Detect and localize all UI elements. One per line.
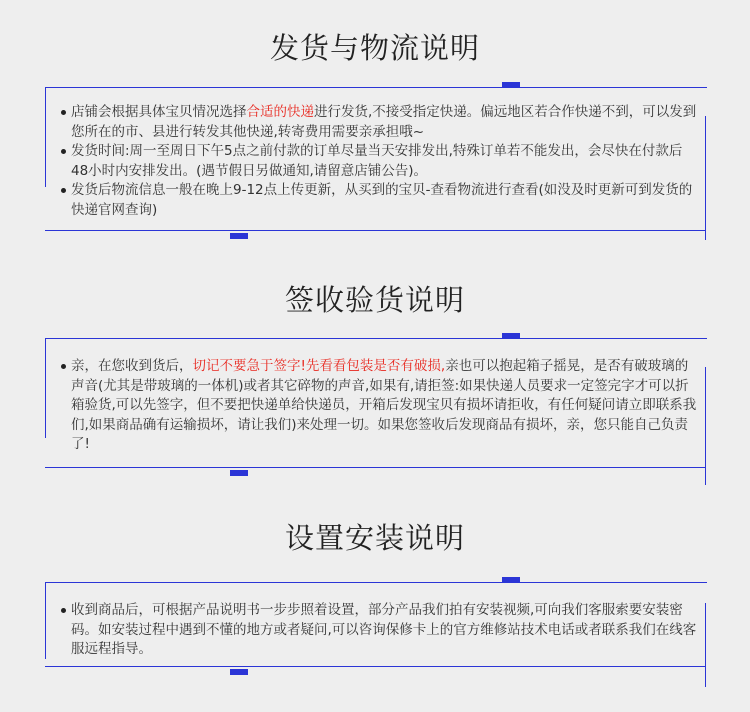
section-title-shipping: 发货与物流说明 [269, 31, 480, 65]
shipping-content [61, 103, 697, 220]
card-top-accent [502, 577, 520, 583]
list-item: 店铺会根据具体宝贝情况选择合适的快递进行发货,不接受指定快递。偏远地区若合作快递不到，可以发到您所在的市、县进行转发其他快递,转寄费用需要亲承担哦~ [61, 103, 697, 142]
card-bottom-line [45, 666, 705, 667]
card-left-line [45, 338, 46, 438]
inspection-content [61, 357, 697, 455]
card-bottom-line [45, 467, 705, 468]
list-item: 发货时间:周一至周日下午5点之前付款的订单尽量当天安排发出,特殊订单若不能发出，会尽快在付款后48小时内安排发出。(遇节假日另做通知,请留意店铺公告)。 [61, 142, 697, 181]
card-top-accent [502, 82, 520, 88]
card-bottom-accent [230, 233, 248, 239]
list-item: 发货后物流信息一般在晚上9-12点上传更新，从买到的宝贝-查看物流进行查看(如没及时更新可到发货的快递官网查询) [61, 181, 697, 220]
card-bottom-accent [230, 470, 248, 476]
card-right-line [705, 116, 706, 240]
highlight-text: 切记不要急于签字!先看看包装是否有破损, [192, 358, 446, 374]
card-bottom-line [45, 230, 705, 231]
card-top-line [45, 582, 707, 583]
card-top-line [45, 87, 707, 88]
card-left-line [45, 582, 46, 659]
section-title-inspection: 签收验货说明 [284, 283, 465, 317]
installation-card [45, 577, 707, 687]
list-item: 亲，在您收到货后，切记不要急于签字!先看看包装是否有破损,亲也可以抱起箱子摇晃，是否有破玻璃的声音(尤其是带玻璃的一体机)或者其它碎物的声音,如果有,请拒签:如果快递人员要求一定签完字才可以折箱验货,可以先签字，但不要把快递单给快递员，开箱后发现宝贝有损坏请拒收，有任何疑问请立即联系我们,如果商品确有运输损坏，请让我们)来处理一切。如果您签收后发现商品有损坏，亲，您只能自己负责了! [61, 357, 697, 455]
inspection-card [45, 333, 707, 485]
card-right-line [705, 367, 706, 485]
installation-content [61, 601, 697, 660]
card-top-line [45, 338, 707, 339]
card-left-line [45, 87, 46, 187]
card-right-line [705, 603, 706, 687]
card-top-accent [502, 333, 520, 339]
list-item: 收到商品后，可根据产品说明书一步步照着设置，部分产品我们拍有安装视频,可向我们客服索要安装密码。如安装过程中遇到不懂的地方或者疑问,可以咨询保修卡上的官方维修站技术电话或者联系我们在线客服远程指导。 [61, 601, 697, 660]
card-bottom-accent [230, 669, 248, 675]
highlight-text: 合适的快递 [246, 104, 314, 120]
section-title-installation: 设置安装说明 [284, 521, 465, 555]
shipping-card [45, 82, 707, 240]
